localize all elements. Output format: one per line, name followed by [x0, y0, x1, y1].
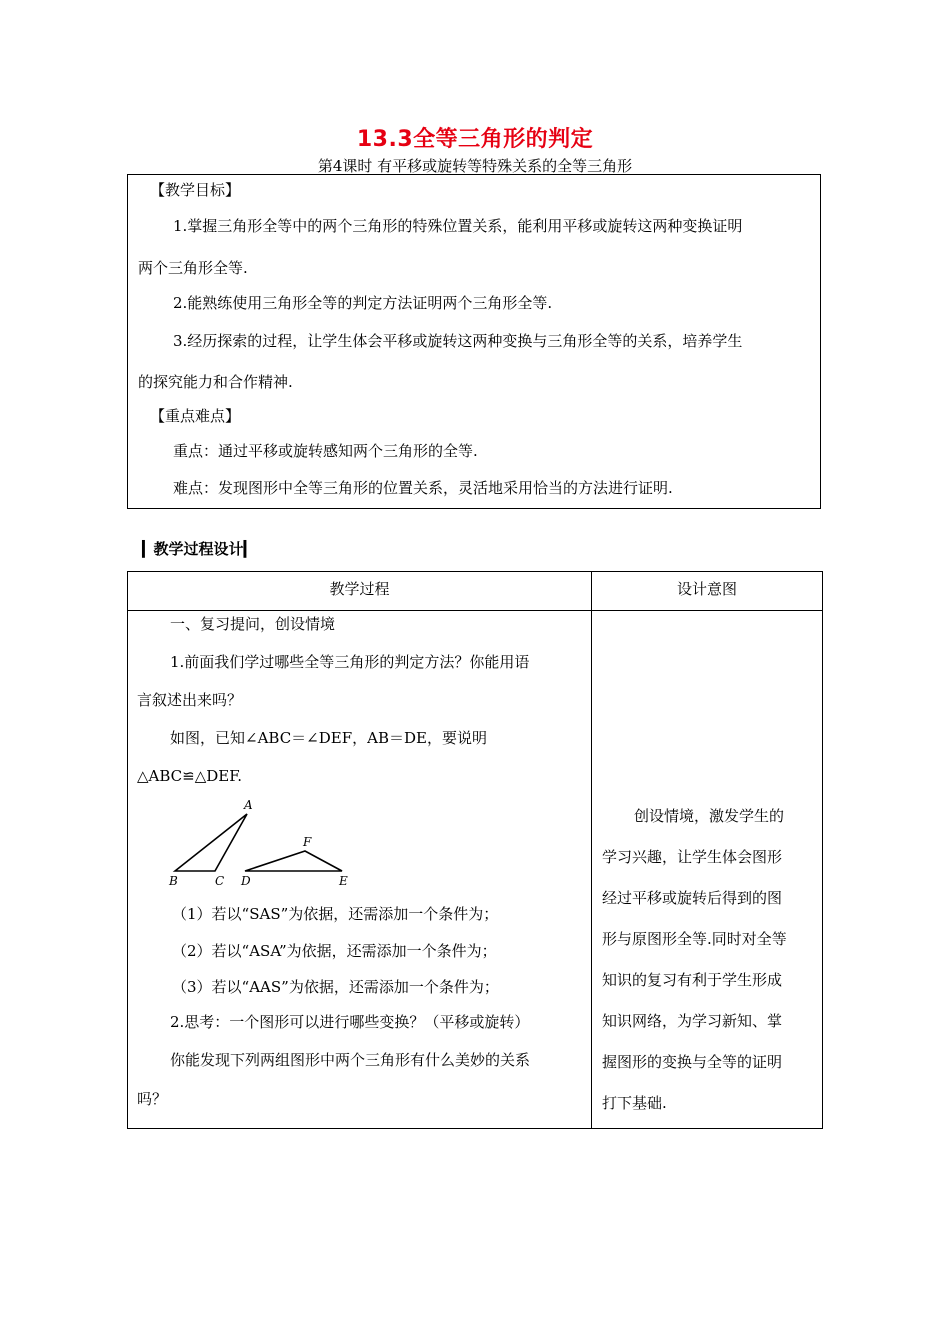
label-f: F — [303, 835, 312, 849]
condition-aas: （3）若以“AAS”为依据，还需添加一个条件为； — [172, 978, 499, 996]
think-line-3: 吗？ — [137, 1090, 168, 1108]
goal-1-line-2: 两个三角形全等. — [138, 259, 248, 277]
goal-2: 2.能熟练使用三角形全等的判定方法证明两个三角形全等. — [173, 294, 553, 312]
think-line-2: 你能发现下列两组图形中两个三角形有什么美妙的关系 — [170, 1051, 531, 1069]
intent-line-7: 握图形的变换与全等的证明 — [602, 1053, 783, 1071]
goals-box — [127, 174, 821, 509]
intent-line-4: 形与原图形全等.同时对全等 — [602, 930, 787, 948]
goal-1-line-1: 1.掌握三角形全等中的两个三角形的特殊位置关系，能利用平移或旋转这两种变换证明 — [173, 217, 743, 235]
condition-sas: （1）若以“SAS”为依据，还需添加一个条件为； — [172, 905, 499, 923]
label-d: D — [241, 874, 251, 888]
goal-3-line-1: 3.经历探索的过程，让学生体会平移或旋转这两种变换与三角形全等的关系，培养学生 — [173, 332, 743, 350]
process-line-2: 1.前面我们学过哪些全等三角形的判定方法？你能用语 — [170, 653, 530, 671]
condition-asa: （2）若以“ASA”为依据，还需添加一个条件为； — [172, 942, 497, 960]
intent-line-6: 知识网络，为学习新知、掌 — [602, 1012, 783, 1030]
document-subtitle: 第4课时 有平移或旋转等特殊关系的全等三角形 — [317, 157, 633, 175]
process-line-5: △ABC≌△DEF. — [137, 767, 243, 785]
difficulty-point: 难点：发现图形中全等三角形的位置关系，灵活地采用恰当的方法进行证明. — [173, 479, 673, 497]
triangles-figure — [165, 798, 365, 890]
table-column-divider — [591, 572, 592, 1128]
keypoints-heading: 【重点难点】 — [150, 407, 241, 425]
table-header-intent: 设计意图 — [676, 580, 737, 598]
label-b: B — [169, 874, 178, 888]
process-line-4: 如图，已知∠ABC＝∠DEF，AB＝DE，要说明 — [170, 729, 487, 747]
triangle-abc — [175, 814, 247, 871]
label-a: A — [244, 798, 253, 812]
triangle-def — [245, 851, 342, 871]
label-e: E — [339, 874, 348, 888]
process-line-3: 言叙述出来吗？ — [137, 691, 243, 709]
think-line-1: 2.思考：一个图形可以进行哪些变换？（平移或旋转） — [170, 1013, 530, 1031]
document-title: 13.3全等三角形的判定 — [356, 127, 594, 152]
process-line-1: 一、复习提问，创设情境 — [170, 615, 336, 633]
intent-line-1: 创设情境，激发学生的 — [634, 807, 785, 825]
intent-line-2: 学习兴趣，让学生体会图形 — [602, 848, 783, 866]
intent-line-5: 知识的复习有利于学生形成 — [602, 971, 783, 989]
intent-line-8: 打下基础. — [602, 1094, 667, 1112]
key-point: 重点：通过平移或旋转感知两个三角形的全等. — [173, 442, 478, 460]
goal-3-line-2: 的探究能力和合作精神. — [138, 373, 293, 391]
table-header-process: 教学过程 — [329, 580, 390, 598]
goals-heading: 【教学目标】 — [150, 181, 241, 199]
process-section-heading: ▎教学过程设计▎ — [142, 540, 256, 558]
label-c: C — [215, 874, 225, 888]
intent-line-3: 经过平移或旋转后得到的图 — [602, 889, 783, 907]
table-header-divider — [128, 610, 822, 611]
